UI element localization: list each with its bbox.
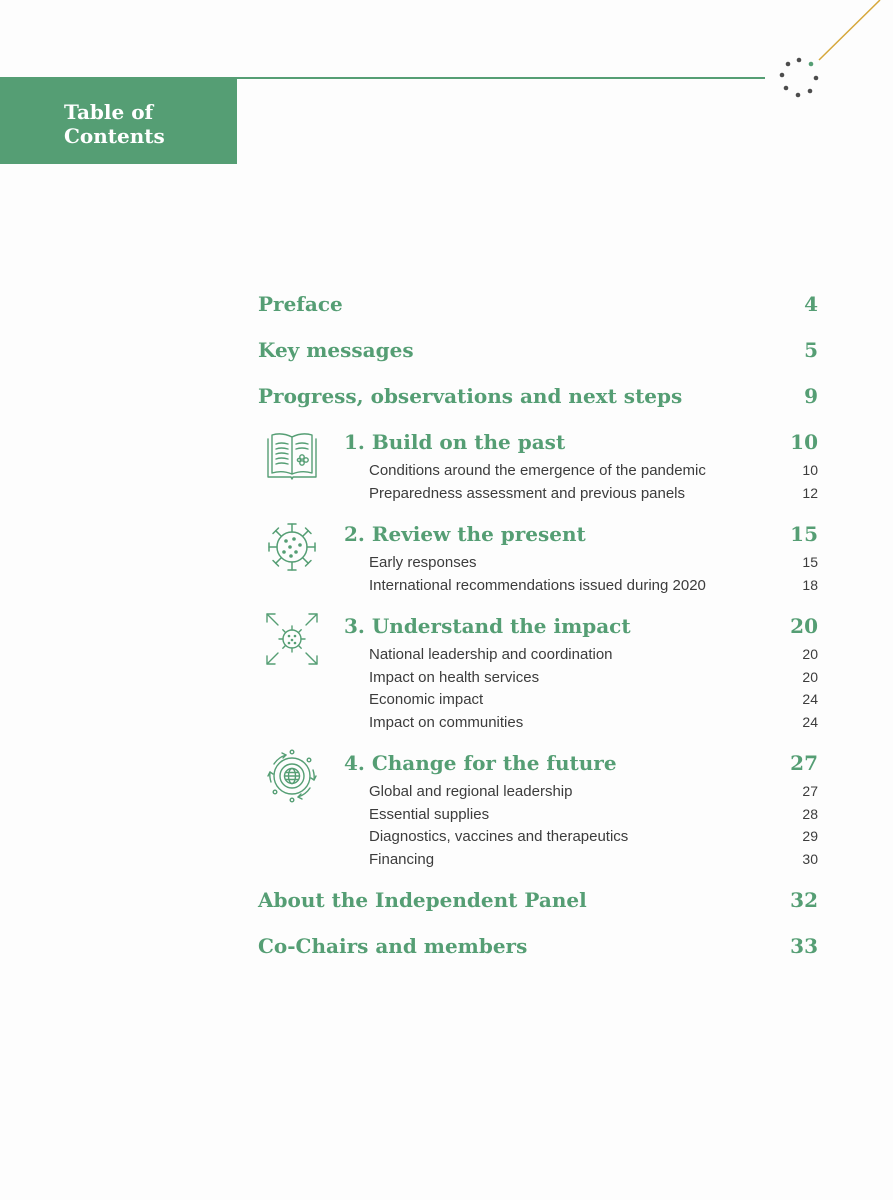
subsection-label: Economic impact bbox=[369, 691, 484, 709]
subsection-item[interactable] bbox=[369, 482, 818, 505]
section-page: 10 bbox=[790, 430, 818, 454]
subsection-page: 30 bbox=[802, 851, 818, 868]
page-title: Table of Contents bbox=[64, 100, 165, 148]
subsection-page: 20 bbox=[802, 646, 818, 662]
subsection-list bbox=[369, 643, 818, 734]
subsection-item[interactable] bbox=[369, 780, 818, 803]
entry-label: About the Independent Panel bbox=[258, 888, 587, 912]
entry-label: Key messages bbox=[258, 338, 414, 362]
section-page: 27 bbox=[790, 751, 818, 775]
subsection-item[interactable] bbox=[369, 574, 818, 597]
subsection-label: Financing bbox=[369, 851, 435, 869]
section-build-on-the-past bbox=[258, 425, 818, 517]
toc-entry-progress[interactable] bbox=[258, 379, 818, 425]
subsection-page: 29 bbox=[802, 828, 818, 845]
subsection-page: 18 bbox=[802, 576, 818, 593]
subsection-page: 24 bbox=[802, 691, 818, 708]
subsection-item[interactable] bbox=[369, 459, 818, 482]
entry-label: Co-Chairs and members bbox=[258, 934, 528, 958]
subsection-label: Essential supplies bbox=[369, 805, 490, 823]
section-review-the-present bbox=[258, 517, 818, 609]
section-title: 1. Build on the past bbox=[344, 430, 566, 454]
section-heading[interactable] bbox=[344, 609, 818, 643]
subsection-label: International recommendations issued during 2020 bbox=[369, 576, 706, 594]
entry-page: 4 bbox=[804, 292, 818, 316]
subsection-item[interactable] bbox=[369, 643, 818, 666]
subsection-item[interactable] bbox=[369, 688, 818, 711]
section-heading[interactable] bbox=[344, 746, 818, 780]
subsection-list bbox=[369, 551, 818, 596]
header-divider bbox=[237, 77, 765, 79]
virus-spread-icon bbox=[264, 611, 320, 667]
section-page: 15 bbox=[790, 522, 818, 546]
subsection-page: 27 bbox=[802, 783, 818, 799]
subsection-page: 20 bbox=[802, 668, 818, 685]
subsection-list bbox=[369, 459, 818, 504]
subsection-label: Impact on communities bbox=[369, 714, 524, 732]
subsection-item[interactable] bbox=[369, 711, 818, 734]
subsection-item[interactable] bbox=[369, 666, 818, 689]
subsection-item[interactable] bbox=[369, 848, 818, 871]
open-book-icon bbox=[264, 427, 320, 483]
subsection-label: Early responses bbox=[369, 554, 477, 571]
subsection-label: Global and regional leadership bbox=[369, 783, 573, 800]
subsection-page: 12 bbox=[802, 484, 818, 501]
section-heading[interactable] bbox=[344, 517, 818, 551]
virus-icon bbox=[264, 519, 320, 575]
table-of-contents bbox=[258, 287, 818, 975]
entry-page: 33 bbox=[790, 934, 818, 958]
subsection-label: Impact on health services bbox=[369, 668, 540, 686]
entry-label: Preface bbox=[258, 292, 343, 316]
section-title: 3. Understand the impact bbox=[344, 614, 631, 638]
subsection-page: 15 bbox=[802, 554, 818, 570]
subsection-label: Diagnostics, vaccines and therapeutics bbox=[369, 828, 629, 846]
entry-page: 9 bbox=[804, 384, 818, 408]
entry-page: 32 bbox=[790, 888, 818, 912]
section-understand-the-impact bbox=[258, 609, 818, 746]
subsection-page: 28 bbox=[802, 805, 818, 822]
toc-entry-key-messages[interactable] bbox=[258, 333, 818, 379]
entry-page: 5 bbox=[804, 338, 818, 362]
section-change-for-the-future bbox=[258, 746, 818, 883]
section-heading[interactable] bbox=[344, 425, 818, 459]
globe-cycle-icon bbox=[264, 748, 320, 804]
section-page: 20 bbox=[790, 614, 818, 638]
decorative-dot-ring-icon bbox=[760, 0, 893, 110]
subsection-label: National leadership and coordination bbox=[369, 646, 613, 663]
subsection-label: Preparedness assessment and previous panels bbox=[369, 484, 686, 502]
entry-label: Progress, observations and next steps bbox=[258, 384, 683, 408]
subsection-item[interactable] bbox=[369, 803, 818, 826]
subsection-item[interactable] bbox=[369, 825, 818, 848]
subsection-page: 24 bbox=[802, 714, 818, 731]
subsection-page: 10 bbox=[802, 462, 818, 478]
subsection-label: Conditions around the emergence of the pandemic bbox=[369, 462, 706, 479]
subsection-list bbox=[369, 780, 818, 871]
subsection-item[interactable] bbox=[369, 551, 818, 574]
section-title: 2. Review the present bbox=[344, 522, 586, 546]
section-title: 4. Change for the future bbox=[344, 751, 617, 775]
toc-entry-preface[interactable] bbox=[258, 287, 818, 333]
toc-entry-co-chairs[interactable] bbox=[258, 929, 818, 975]
toc-entry-about-panel[interactable] bbox=[258, 883, 818, 929]
